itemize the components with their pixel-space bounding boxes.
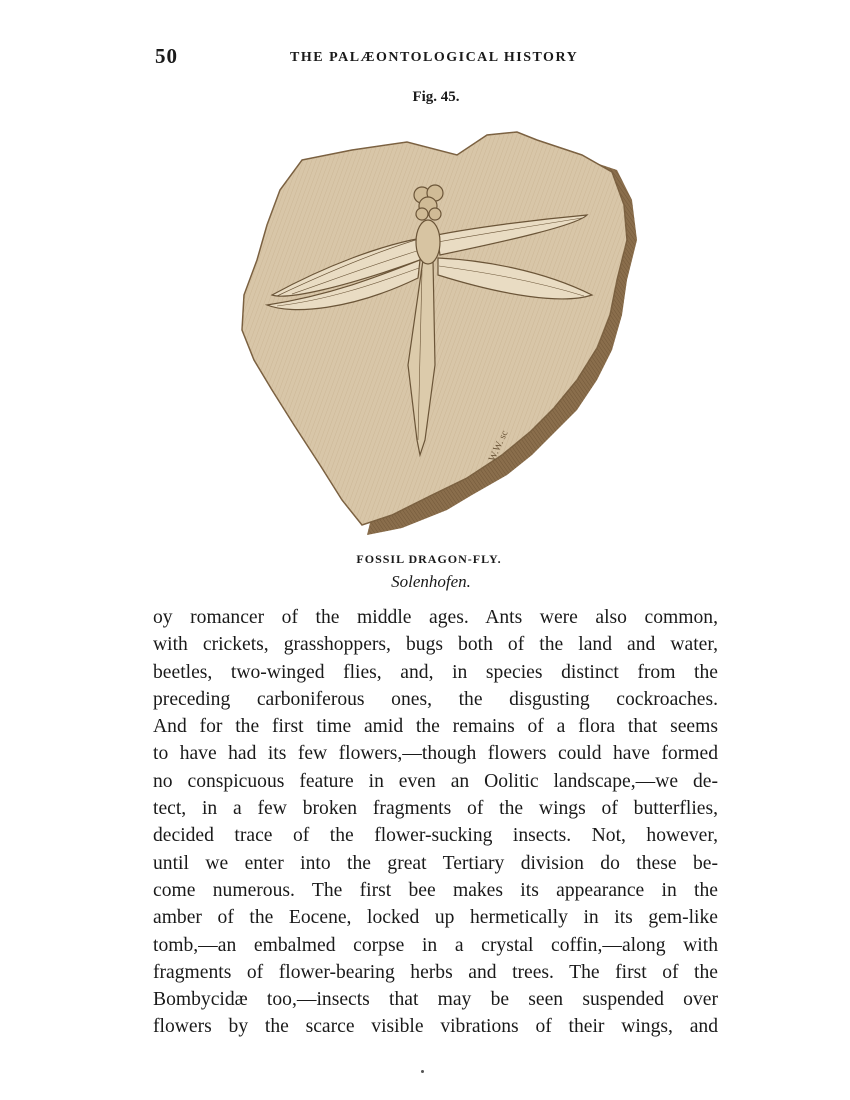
fossil-dragonfly-illustration: [232, 110, 662, 550]
text-line: until we enter into the great Tertiary division do these be-: [153, 852, 718, 874]
text-line: tomb,—an embalmed corpse in a crystal coffin,—along with: [153, 934, 718, 956]
running-head-title: THE PALÆONTOLOGICAL HISTORY: [290, 50, 579, 65]
figure-caption-title: FOSSIL DRAGON-FLY.: [356, 552, 502, 566]
text-line: flowers by the scarce visible vibrations of their wings, and: [153, 1016, 718, 1038]
text-line: amber of the Eocene, locked up hermetically in its gem-like: [153, 907, 718, 929]
page-mark: [421, 1070, 424, 1073]
text-line: come numerous. The first bee makes its appearance in the: [153, 879, 718, 901]
figure-label: Fig. 45.: [412, 89, 460, 105]
text-line: oy romancer of the middle ages. Ants were also common,: [153, 607, 718, 628]
body-paragraph: [153, 604, 718, 1041]
text-line: decided trace of the flower-sucking insects. Not, however,: [153, 825, 718, 847]
text-line: beetles, two-winged flies, and, in species distinct from the: [153, 661, 718, 683]
running-header: [155, 44, 715, 74]
text-line: to have had its few flowers,—though flowers could have formed: [153, 743, 718, 765]
text-line: fragments of flower-bearing herbs and trees. The first of the: [153, 961, 718, 983]
engraver-signature: W.W. sc: [486, 428, 511, 464]
page-number: 50: [155, 44, 178, 68]
text-line: And for the first time amid the remains of a flora that seems: [153, 716, 718, 738]
text-line: Bombycidæ too,—insects that may be seen suspended over: [153, 989, 718, 1011]
text-line: tect, in a few broken fragments of the wings of butterflies,: [153, 798, 718, 820]
figure-caption-subtitle: Solenhofen.: [391, 572, 471, 591]
text-line: no conspicuous feature in even an Oolitic landscape,—we de-: [153, 770, 718, 792]
fossil-dragonfly-engraving: [232, 110, 662, 550]
text-line: with crickets, grasshoppers, bugs both of the land and water,: [153, 634, 718, 656]
text-line: preceding carboniferous ones, the disgusting cockroaches.: [153, 688, 718, 710]
